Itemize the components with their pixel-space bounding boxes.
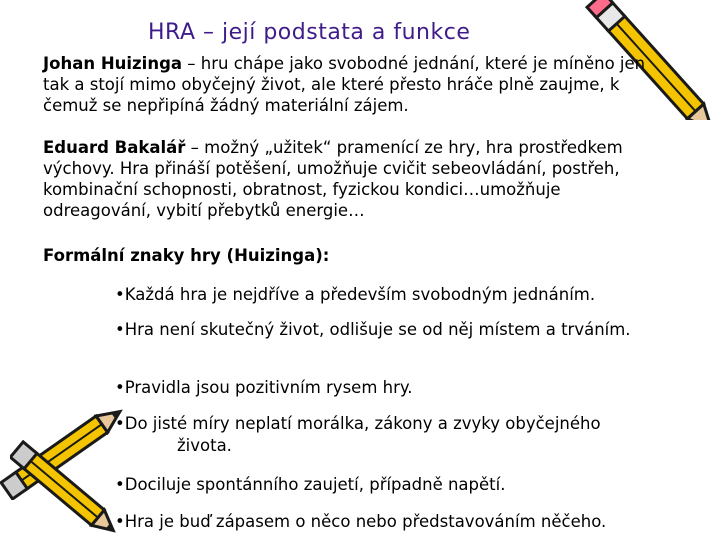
- list-item: •Každá hra je nejdříve a především svobodným jednáním.: [115, 285, 596, 304]
- list-item: •Pravidla jsou pozitivním rysem hry.: [115, 378, 413, 397]
- author-name: Eduard Bakalář: [43, 138, 186, 157]
- list-item-continuation: života.: [177, 436, 232, 455]
- pencil-icon-bottom-left-2: [10, 440, 120, 540]
- author-name: Johan Huizinga: [43, 54, 183, 73]
- list-item: •Hra není skutečný život, odlišuje se od něj místem a trváním.: [115, 320, 631, 339]
- paragraph-text: – hru chápe jako svobodné jednání, které je míněno jen tak a stojí mimo obyčejný život, ale které přesto hráče plně zaujme, k čemuž se nepřipíná žádný materiální zájem.: [43, 54, 646, 115]
- list-item-text: •Do jisté míry neplatí morálka, zákony a zvyky obyčejného: [115, 414, 601, 433]
- list-item: •Dociluje spontánního zaujetí, případně napětí.: [115, 475, 506, 494]
- paragraph-bakalar: [43, 137, 663, 221]
- list-item: [115, 413, 675, 457]
- paragraph-huizinga: [43, 53, 663, 116]
- section-heading: Formální znaky hry (Huizinga):: [43, 246, 330, 265]
- paragraph-text: – možný „užitek“ pramenící ze hry, hra prostředkem výchovy. Hra přináší potěšení, umožňuje cvičit sebeovládání, postřeh, kombinační schopnosti, obratnost, fyzickou kondici…umožňuje odreagování, vybití přebytků energie…: [43, 138, 623, 220]
- page-title: HRA – její podstata a funkce: [148, 20, 471, 45]
- list-item: •Hra je buď zápasem o něco nebo představováním něčeho.: [115, 512, 607, 531]
